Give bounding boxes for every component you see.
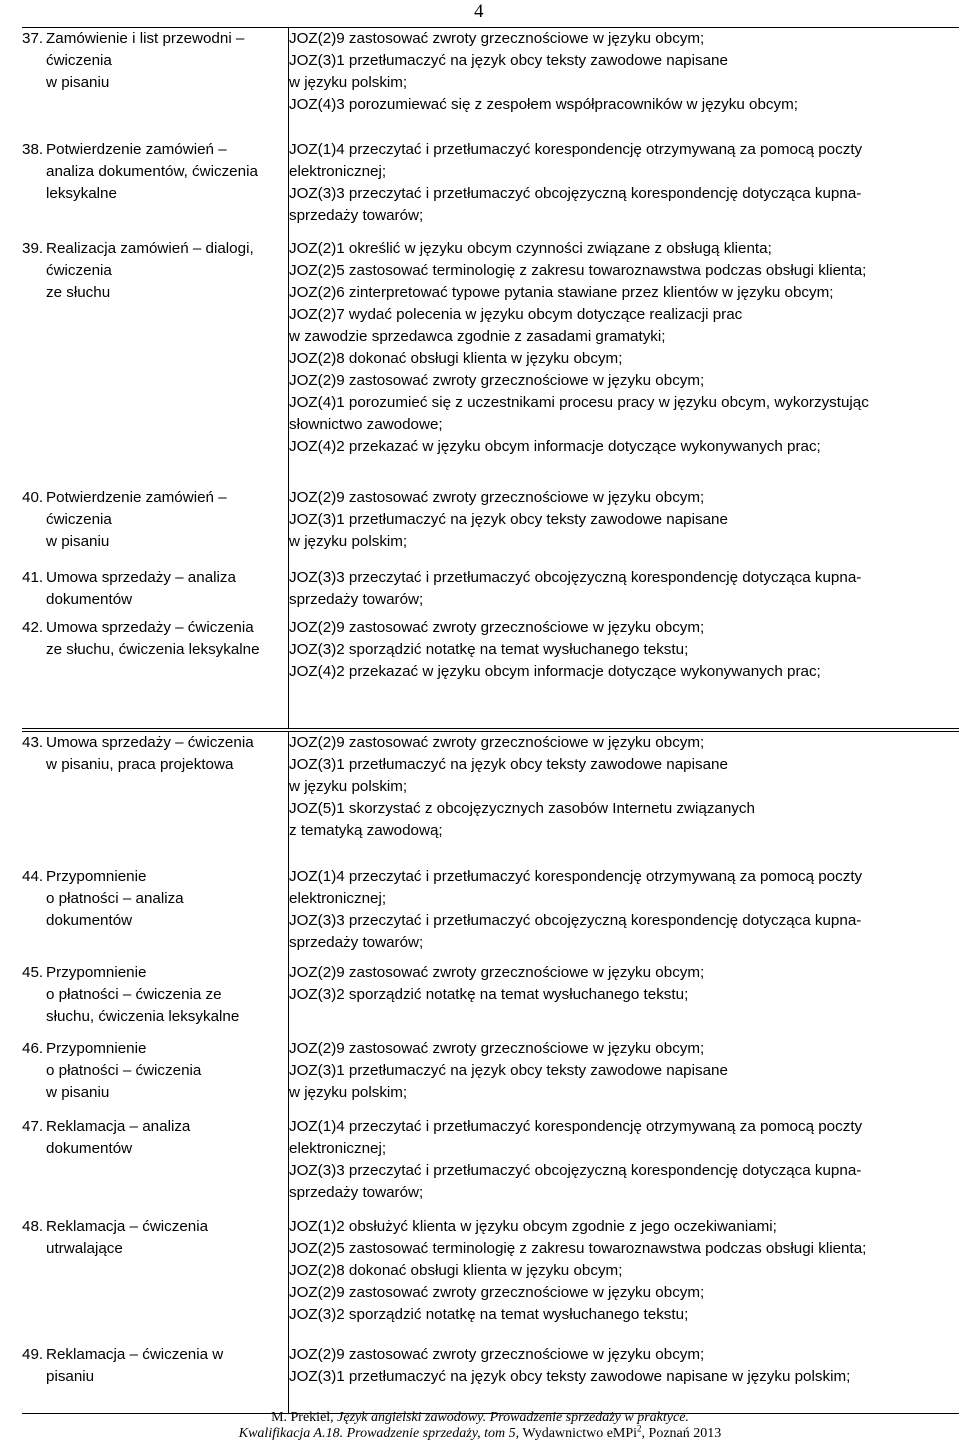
- learning-outcome-line: JOZ(2)9 zastosować zwroty grzecznościowe w języku obcym;: [289, 734, 705, 751]
- learning-outcomes-cell: [289, 139, 960, 238]
- learning-outcome-line: JOZ(4)2 przekazać w języku obcym informacje dotyczące wykonywanych prac;: [289, 662, 821, 680]
- learning-outcome-line: sprzedaży towarów;: [289, 1183, 424, 1201]
- topic-number: 40.: [22, 488, 44, 506]
- learning-outcome-line: sprzedaży towarów;: [289, 933, 424, 951]
- learning-outcomes-cell: [289, 732, 960, 866]
- learning-outcome-line: JOZ(3)3 przeczytać i przetłumaczyć obcojęzyczną korespondencję dotycząca kupna-: [289, 911, 862, 929]
- topic-title: [46, 28, 288, 94]
- footer-citation: [0, 1410, 960, 1425]
- topic-title: [46, 1116, 288, 1160]
- topic-cell: [22, 866, 289, 962]
- learning-outcome-line: sprzedaży towarów;: [289, 590, 424, 608]
- footer-place-year: , Poznań 2013: [641, 1426, 722, 1441]
- footer-publisher: , Wydawnictwo eMPi: [515, 1426, 638, 1441]
- learning-outcome-line: elektronicznej;: [289, 889, 387, 907]
- topic-row: [22, 617, 959, 729]
- footer-qualification: Kwalifikacja A.18. Prowadzenie sprzedaży, tom 5: [238, 1426, 516, 1441]
- topic-row: [22, 238, 959, 487]
- topic-cell: [22, 1216, 289, 1344]
- topic-row: [22, 487, 959, 567]
- topic-row: [22, 567, 959, 617]
- learning-outcome-line: JOZ(3)3 przeczytać i przetłumaczyć obcojęzyczną korespondencję dotycząca kupna-: [289, 1161, 862, 1179]
- topic-title-line: Umowa sprzedaży – ćwiczenia: [46, 618, 254, 636]
- learning-outcome-line: JOZ(3)3 przeczytać i przetłumaczyć obcojęzyczną korespondencję dotycząca kupna-: [289, 568, 862, 586]
- learning-outcome-line: JOZ(2)9 zastosować zwroty grzecznościowe w języku obcym;: [289, 1283, 705, 1301]
- topic-number: 43.: [22, 734, 44, 751]
- learning-outcomes-cell: [289, 1216, 960, 1344]
- topic-row: [22, 28, 959, 139]
- topic-number: 46.: [22, 1039, 44, 1057]
- topic-number: 45.: [22, 963, 44, 981]
- learning-outcomes-cell: [289, 1344, 960, 1414]
- topic-title-line: ćwiczenia: [46, 52, 112, 69]
- learning-outcome-line: JOZ(2)8 dokonać obsługi klienta w języku obcym;: [289, 349, 623, 367]
- learning-outcome-line: w języku polskim;: [289, 532, 408, 550]
- topic-row: [22, 139, 959, 238]
- topic-row: [22, 1216, 959, 1344]
- footer-publisher-sup: 2: [637, 1423, 642, 1434]
- learning-outcome-line: elektronicznej;: [289, 1139, 387, 1157]
- learning-outcome-line: JOZ(2)9 zastosować zwroty grzecznościowe w języku obcym;: [289, 30, 705, 47]
- topic-title-line: w pisaniu: [46, 1083, 110, 1101]
- learning-outcome-line: JOZ(2)9 zastosować zwroty grzecznościowe w języku obcym;: [289, 963, 705, 981]
- learning-outcome-line: w zawodzie sprzedawca zgodnie z zasadami gramatyki;: [289, 327, 666, 345]
- learning-outcome-line: JOZ(3)1 przetłumaczyć na język obcy teksty zawodowe napisane: [289, 510, 728, 528]
- learning-outcomes-cell: [289, 1038, 960, 1116]
- topic-cell: [22, 732, 289, 866]
- learning-outcome-line: JOZ(3)2 sporządzić notatkę na temat wysłuchanego tekstu;: [289, 985, 689, 1003]
- learning-outcome-line: JOZ(2)9 zastosować zwroty grzecznościowe w języku obcym;: [289, 618, 705, 636]
- learning-outcome-line: JOZ(3)1 przetłumaczyć na język obcy teksty zawodowe napisane: [289, 1061, 728, 1079]
- learning-outcome-line: w języku polskim;: [289, 1083, 408, 1101]
- curriculum-table-upper: [22, 27, 959, 729]
- topic-number: 48.: [22, 1217, 44, 1235]
- learning-outcome-line: JOZ(2)5 zastosować terminologię z zakresu towaroznawstwa podczas obsługi klienta;: [289, 1239, 867, 1257]
- topic-number: 44.: [22, 867, 44, 885]
- topic-title: [46, 962, 288, 1028]
- learning-outcomes-cell: [289, 1116, 960, 1216]
- learning-outcome-line: JOZ(4)1 porozumieć się z uczestnikami procesu pracy w języku obcym, wykorzystując: [289, 393, 869, 411]
- topic-title-line: Reklamacja – ćwiczenia: [46, 1217, 209, 1235]
- topic-title-line: ze słuchu, ćwiczenia leksykalne: [46, 640, 260, 658]
- topic-title: [46, 567, 288, 611]
- learning-outcome-line: JOZ(2)6 zinterpretować typowe pytania stawiane przez klientów w języku obcym;: [289, 283, 834, 301]
- topic-title-line: pisaniu: [46, 1367, 95, 1385]
- topic-title-line: analiza dokumentów, ćwiczenia: [46, 162, 258, 180]
- topic-number: 47.: [22, 1117, 44, 1135]
- topic-number: 38.: [22, 140, 44, 158]
- topic-row: [22, 962, 959, 1038]
- topic-cell: [22, 139, 289, 238]
- learning-outcome-line: JOZ(2)5 zastosować terminologię z zakresu towaroznawstwa podczas obsługi klienta;: [289, 261, 867, 279]
- topic-title-line: Umowa sprzedaży – analiza: [46, 568, 236, 586]
- learning-outcome-line: słownictwo zawodowe;: [289, 415, 443, 433]
- topic-title: [46, 1038, 288, 1104]
- footer-book-title: Język angielski zawodowy. Prowadzenie sprzedaży w praktyce.: [337, 1410, 689, 1425]
- topic-title-line: ćwiczenia: [46, 510, 112, 528]
- learning-outcome-line: JOZ(3)3 przeczytać i przetłumaczyć obcojęzyczną korespondencję dotycząca kupna-: [289, 184, 862, 202]
- topic-title-line: w pisaniu: [46, 74, 110, 91]
- topic-cell: [22, 487, 289, 567]
- learning-outcome-line: JOZ(1)4 przeczytać i przetłumaczyć korespondencję otrzymywaną za pomocą poczty: [289, 140, 863, 158]
- topic-title-line: leksykalne: [46, 184, 117, 202]
- topic-title-line: ćwiczenia: [46, 261, 112, 279]
- topic-title-line: Realizacja zamówień – dialogi,: [46, 239, 254, 257]
- topic-title-line: dokumentów: [46, 590, 133, 608]
- topic-title-line: o płatności – ćwiczenia ze: [46, 985, 222, 1003]
- topic-title-line: w pisaniu: [46, 532, 110, 550]
- topic-number: 37.: [22, 30, 44, 47]
- learning-outcomes-cell: [289, 28, 960, 139]
- learning-outcome-line: JOZ(3)1 przetłumaczyć na język obcy teksty zawodowe napisane: [289, 52, 728, 69]
- footer-publication: [0, 1423, 960, 1441]
- topic-title-line: utrwalające: [46, 1239, 123, 1257]
- topic-title-line: słuchu, ćwiczenia leksykalne: [46, 1007, 240, 1025]
- learning-outcome-line: JOZ(2)9 zastosować zwroty grzecznościowe w języku obcym;: [289, 488, 705, 506]
- topic-title: [46, 238, 288, 304]
- topic-title: [46, 732, 288, 776]
- topic-number: 42.: [22, 618, 44, 636]
- learning-outcome-line: JOZ(4)2 przekazać w języku obcym informacje dotyczące wykonywanych prac;: [289, 437, 821, 455]
- learning-outcomes-cell: [289, 238, 960, 487]
- topic-row: [22, 1038, 959, 1116]
- topic-title-line: Umowa sprzedaży – ćwiczenia: [46, 734, 254, 751]
- learning-outcome-line: w języku polskim;: [289, 778, 408, 795]
- topic-cell: [22, 617, 289, 729]
- topic-number: 49.: [22, 1345, 44, 1363]
- learning-outcomes-cell: [289, 487, 960, 567]
- curriculum-table-lower: [22, 731, 959, 1414]
- topic-title-line: Przypomnienie: [46, 867, 147, 885]
- topic-title-line: dokumentów: [46, 1139, 133, 1157]
- topic-title-line: Reklamacja – ćwiczenia w: [46, 1345, 224, 1363]
- topic-title-line: ze słuchu: [46, 283, 111, 301]
- topic-title-line: Zamówienie i list przewodni –: [46, 30, 245, 47]
- learning-outcome-line: JOZ(1)2 obsłużyć klienta w języku obcym zgodnie z jego oczekiwaniami;: [289, 1217, 777, 1235]
- topic-row: [22, 1344, 959, 1414]
- topic-title-line: Przypomnienie: [46, 1039, 147, 1057]
- topic-title: [46, 617, 288, 661]
- topic-cell: [22, 1038, 289, 1116]
- topic-cell: [22, 1116, 289, 1216]
- learning-outcome-line: JOZ(1)4 przeczytać i przetłumaczyć korespondencję otrzymywaną za pomocą poczty: [289, 867, 863, 885]
- topic-title: [46, 1216, 288, 1260]
- learning-outcome-line: elektronicznej;: [289, 162, 387, 180]
- topic-title: [46, 866, 288, 932]
- learning-outcome-line: JOZ(3)2 sporządzić notatkę na temat wysłuchanego tekstu;: [289, 1305, 689, 1323]
- topic-row: [22, 1116, 959, 1216]
- topic-title-line: Potwierdzenie zamówień –: [46, 488, 227, 506]
- page-number: 4: [474, 1, 484, 22]
- topic-title-line: o płatności – ćwiczenia: [46, 1061, 202, 1079]
- learning-outcome-line: JOZ(3)1 przetłumaczyć na język obcy teksty zawodowe napisane w języku polskim;: [289, 1367, 851, 1385]
- topic-title-line: dokumentów: [46, 911, 133, 929]
- learning-outcome-line: JOZ(1)4 przeczytać i przetłumaczyć korespondencję otrzymywaną za pomocą poczty: [289, 1117, 863, 1135]
- learning-outcome-line: sprzedaży towarów;: [289, 206, 424, 224]
- learning-outcomes-cell: [289, 567, 960, 617]
- learning-outcome-line: JOZ(2)9 zastosować zwroty grzecznościowe w języku obcym;: [289, 371, 705, 389]
- learning-outcome-line: JOZ(2)9 zastosować zwroty grzecznościowe w języku obcym;: [289, 1039, 705, 1057]
- topic-title: [46, 139, 288, 205]
- topic-cell: [22, 962, 289, 1038]
- topic-title: [46, 487, 288, 553]
- topic-title-line: o płatności – analiza: [46, 889, 184, 907]
- topic-title-line: Przypomnienie: [46, 963, 147, 981]
- learning-outcome-line: JOZ(2)7 wydać polecenia w języku obcym dotyczące realizacji prac: [289, 305, 743, 323]
- topic-number: 41.: [22, 568, 44, 586]
- learning-outcomes-cell: [289, 617, 960, 729]
- topic-cell: [22, 28, 289, 139]
- learning-outcomes-cell: [289, 962, 960, 1038]
- learning-outcome-line: JOZ(5)1 skorzystać z obcojęzycznych zasobów Internetu związanych: [289, 800, 755, 817]
- topic-title-line: Reklamacja – analiza: [46, 1117, 191, 1135]
- learning-outcome-line: JOZ(4)3 porozumiewać się z zespołem współpracowników w języku obcym;: [289, 96, 798, 113]
- learning-outcome-line: JOZ(2)9 zastosować zwroty grzecznościowe w języku obcym;: [289, 1345, 705, 1363]
- footer-author: M. Prekiel,: [271, 1410, 338, 1425]
- learning-outcome-line: w języku polskim;: [289, 74, 408, 91]
- topic-cell: [22, 1344, 289, 1414]
- topic-cell: [22, 567, 289, 617]
- learning-outcome-line: JOZ(2)1 określić w języku obcym czynności związane z obsługą klienta;: [289, 239, 772, 257]
- topic-row: [22, 866, 959, 962]
- learning-outcome-line: JOZ(3)1 przetłumaczyć na język obcy teksty zawodowe napisane: [289, 756, 728, 773]
- topic-row: [22, 732, 959, 866]
- topic-title: [46, 1344, 288, 1388]
- topic-cell: [22, 238, 289, 487]
- learning-outcome-line: JOZ(3)2 sporządzić notatkę na temat wysłuchanego tekstu;: [289, 640, 689, 658]
- learning-outcome-line: z tematyką zawodową;: [289, 822, 443, 839]
- topic-number: 39.: [22, 239, 44, 257]
- topic-title-line: w pisaniu, praca projektowa: [46, 756, 234, 773]
- topic-title-line: Potwierdzenie zamówień –: [46, 140, 227, 158]
- learning-outcome-line: JOZ(2)8 dokonać obsługi klienta w języku obcym;: [289, 1261, 623, 1279]
- learning-outcomes-cell: [289, 866, 960, 962]
